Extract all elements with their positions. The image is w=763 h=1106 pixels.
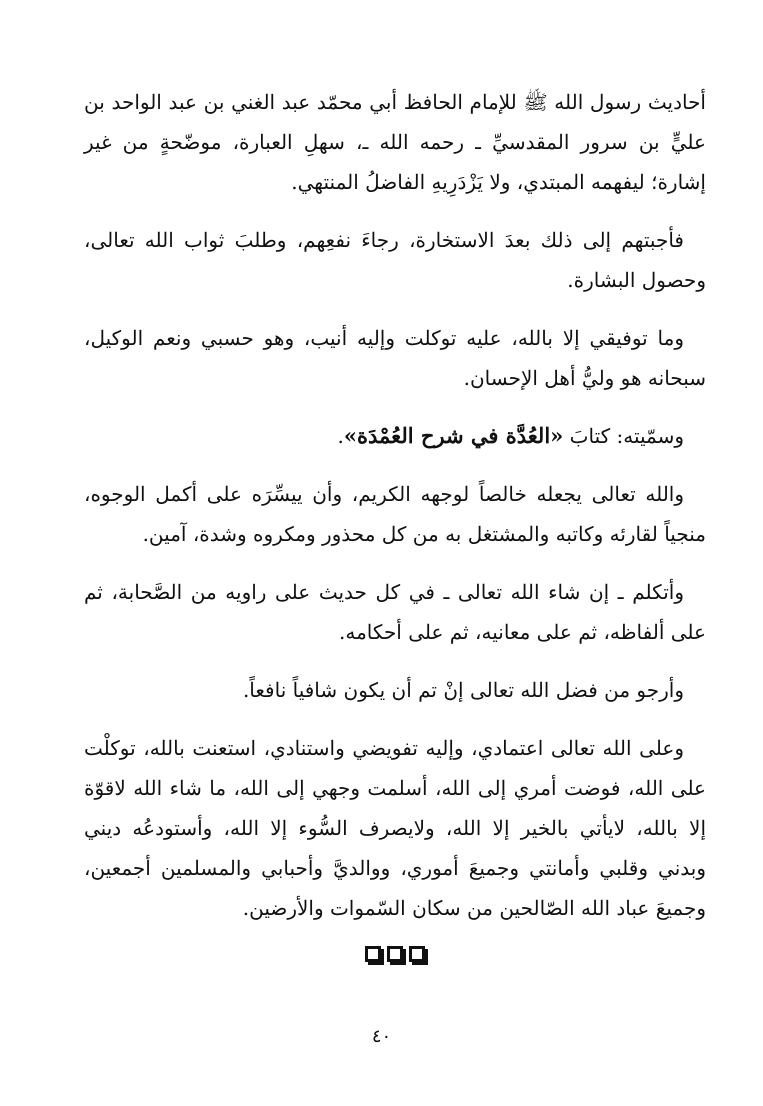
square-ornament-icon	[387, 946, 403, 962]
page-body	[84, 82, 706, 962]
section-separator	[84, 946, 706, 962]
book-title: «العُدَّة في شرح العُمْدَة»	[343, 423, 564, 448]
paragraph-hope: وأرجو من فضل الله تعالى إنْ تم أن يكون شافياً نافعاً.	[242, 678, 684, 702]
paragraph-method: وأتكلم ـ إن شاء الله تعالى ـ في كل حديث على راويه من الصَّحابة، ثم على ألفاظه، ثم على معانيه، ثم على أحكامه.	[84, 580, 706, 644]
paragraph-tawfiq: وما توفيقي إلا بالله، عليه توكلت وإليه أنيب، وهو حسبي ونعم الوكيل، سبحانه هو وليُّ أهل الإحسان.	[84, 326, 706, 390]
page-number: ٤٠	[371, 1026, 392, 1047]
square-ornament-icon	[409, 946, 425, 962]
paragraph-response: فأجبتهم إلى ذلك بعدَ الاستخارة، رجاءَ نفعِهم، وطلبَ ثواب الله تعالى، وحصول البشارة.	[84, 228, 706, 292]
paragraph-book-title	[84, 416, 706, 456]
square-ornament-icon	[365, 946, 381, 962]
paragraph-reliance: وعلى الله تعالى اعتمادي، وإليه تفويضي واستنادي، استعنت بالله، توكلْت على الله، فوضت أمري إلى الله، أسلمت وجهي إلى الله، ما شاء الله لاقوّة إلا بالله، لايأتي بالخير إلا الله، ولايصرف السُّوء إلا الله، وأستودعُه ديني وبدني وقلبي وأمانتي وجميعَ أموري، ووالديَّ وأحبابي والمسلمين أجمعين، وجميعَ عباد الله الصّالحين من سكان السّموات والأرضين.	[84, 736, 706, 920]
naming-suffix: .	[337, 424, 344, 448]
paragraph-intro: أحاديث رسول الله ﷺ للإمام الحافظ أبي محمّد عبد الغني بن عبد الواحد بن عليٍّ بن سرور المقدسيِّ ـ رحمه الله ـ، سهلِ العبارة، موضّحةٍ من غير إشارة؛ ليفهمه المبتدي، ولا يَزْدَرِيهِ الفاضلُ المنتهي.	[84, 90, 706, 194]
paragraph-dua: والله تعالى يجعله خالصاً لوجهه الكريم، وأن ييسِّرَه على أكمل الوجوه، منجياً لقارئه وكاتبه والمشتغل به من كل محذور ومكروه وشدة، آمين.	[84, 482, 706, 546]
naming-prefix: وسمّيته: كتابَ	[569, 424, 684, 448]
